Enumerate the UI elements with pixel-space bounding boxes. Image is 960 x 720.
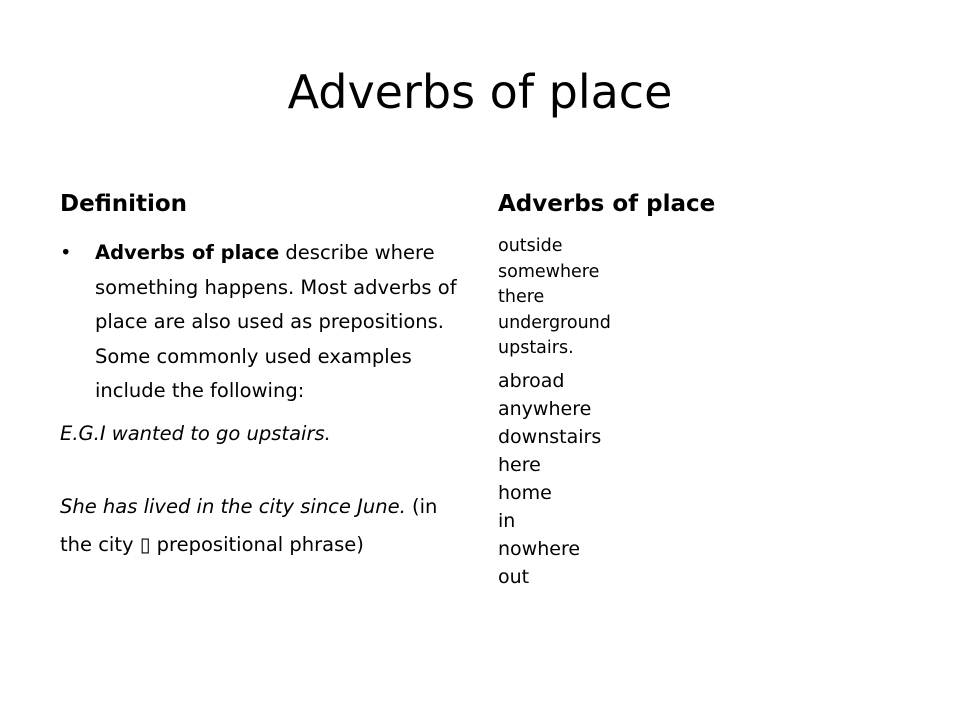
adverbs-column	[498, 186, 898, 591]
definition-term: Adverbs of place	[95, 241, 280, 264]
adverb-item: out	[498, 566, 530, 589]
adverbs-heading: Adverbs of place	[498, 191, 716, 217]
adverb-item: anywhere	[498, 397, 592, 420]
adverb-list-large	[498, 367, 898, 592]
adverb-item: downstairs	[498, 425, 602, 448]
example-sentence-1: E.G.I wanted to go upstairs.	[60, 421, 331, 445]
adverb-item: nowhere	[498, 538, 581, 561]
adverb-item: upstairs.	[498, 338, 574, 358]
adverb-item: abroad	[498, 369, 565, 392]
example-2-note: (in the city ▯ prepositional phrase)	[60, 495, 438, 556]
definition-column	[60, 186, 460, 563]
adverb-list-small	[498, 234, 898, 362]
slide-title: Adverbs of place	[287, 65, 673, 119]
example-sentence-2	[60, 488, 460, 563]
example-2-italic: She has lived in the city since June.	[60, 495, 406, 518]
bullet-icon: •	[60, 241, 72, 264]
adverb-item: in	[498, 509, 516, 532]
definition-heading: Definition	[60, 191, 188, 217]
adverb-item: outside	[498, 236, 563, 256]
definition-text: describe where something happens. Most adverbs of place are also used as prepositions. Some commonly used examples include the following:	[95, 241, 457, 402]
adverb-item: home	[498, 481, 552, 504]
adverb-item: somewhere	[498, 261, 600, 282]
adverb-item: underground	[498, 312, 611, 333]
adverb-item: there	[498, 287, 545, 307]
adverb-item: here	[498, 453, 541, 476]
definition-bullet	[60, 236, 460, 409]
